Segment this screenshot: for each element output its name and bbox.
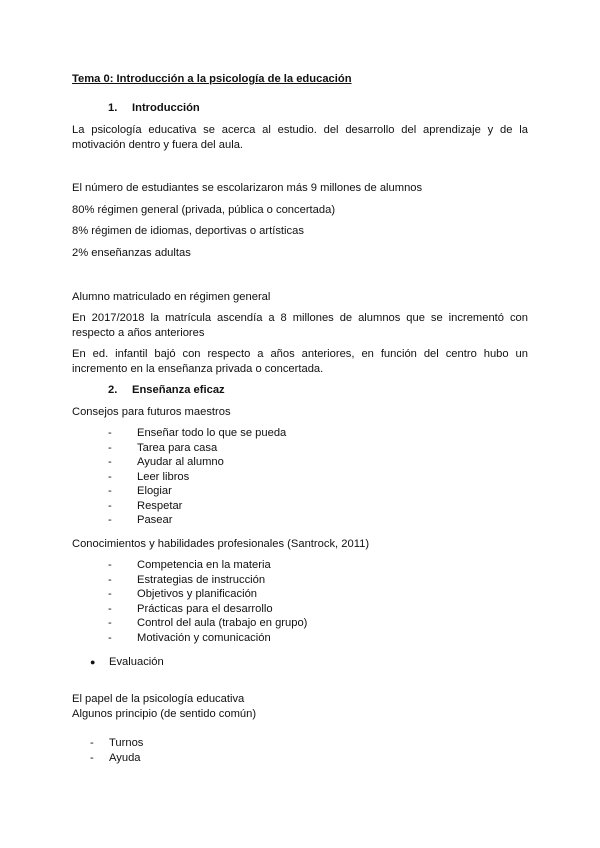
dash-marker: - xyxy=(108,471,112,483)
list-item xyxy=(0,426,600,441)
stat-paragraph-general: 80% régimen general (privada, pública o concertada) xyxy=(72,204,336,216)
list-item-text: Control del aula (trabajo en grupo) xyxy=(137,617,308,629)
list-item-text: Leer libros xyxy=(137,471,190,483)
list-item-text: Tarea para casa xyxy=(137,442,218,454)
list-item-text: Competencia en la materia xyxy=(137,559,271,571)
list-item-text: Objetivos y planificación xyxy=(137,588,258,600)
dash-marker: - xyxy=(108,456,112,468)
section-title: Introducción xyxy=(132,102,200,114)
list-item-text: Estrategias de instrucción xyxy=(137,574,266,586)
list-item xyxy=(0,736,600,751)
section-number: 2. xyxy=(108,384,118,396)
dash-marker: - xyxy=(108,617,112,629)
stat-paragraph-adultas: 2% enseñanzas adultas xyxy=(72,247,191,259)
dash-marker: - xyxy=(108,574,112,586)
dash-marker: - xyxy=(108,632,112,644)
list-item-text: Pasear xyxy=(137,514,173,526)
intro-paragraph: La psicología educativa se acerca al estudio. del desarrollo del aprendizaje y de la motivación dentro y fuera del aula. xyxy=(72,124,528,151)
list-item xyxy=(0,587,600,602)
list-item xyxy=(0,751,600,766)
list-item xyxy=(0,513,600,528)
list-item xyxy=(0,616,600,631)
list-item-text: Motivación y comunicación xyxy=(137,632,271,644)
list-item xyxy=(0,602,600,617)
list-item-text: Prácticas para el desarrollo xyxy=(137,603,273,615)
dash-marker: - xyxy=(108,603,112,615)
list-item xyxy=(0,470,600,485)
students-paragraph: El número de estudiantes se escolarizaron más 9 millones de alumnos xyxy=(72,182,423,194)
dash-marker: - xyxy=(108,559,112,571)
list-item xyxy=(0,558,600,573)
conocimientos-label: Conocimientos y habilidades profesionales (Santrock, 2011) xyxy=(72,538,370,550)
dash-marker: - xyxy=(108,485,112,497)
list-item-text: Evaluación xyxy=(109,656,164,668)
list-item-text: Enseñar todo lo que se pueda xyxy=(137,427,287,439)
dash-marker: - xyxy=(108,514,112,526)
principios-paragraph: Algunos principio (de sentido común) xyxy=(72,708,257,720)
section-title: Enseñanza eficaz xyxy=(132,384,225,396)
list-item-text: Ayudar al alumno xyxy=(137,456,224,468)
alumno-paragraph: Alumno matriculado en régimen general xyxy=(72,291,271,303)
bullet-icon: ● xyxy=(90,657,96,667)
list-item xyxy=(0,484,600,499)
section-number: 1. xyxy=(108,102,118,114)
dash-marker: - xyxy=(90,737,94,749)
matricula-paragraph: En 2017/2018 la matrícula ascendía a 8 millones de alumnos que se incrementó con respecto a años anteriores xyxy=(72,312,528,339)
dash-marker: - xyxy=(108,442,112,454)
dash-marker: - xyxy=(108,500,112,512)
papel-paragraph: El papel de la psicología educativa xyxy=(72,693,245,705)
infantil-paragraph: En ed. infantil bajó con respecto a años anteriores, en función del centro hubo un incremento en la enseñanza privada o concertada. xyxy=(72,348,528,375)
consejos-label: Consejos para futuros maestros xyxy=(72,406,231,418)
dash-marker: - xyxy=(108,588,112,600)
list-item xyxy=(0,573,600,588)
list-item xyxy=(0,455,600,470)
list-item-text: Turnos xyxy=(109,737,144,749)
list-item-text: Respetar xyxy=(137,500,183,512)
list-item xyxy=(0,441,600,456)
list-item-text: Ayuda xyxy=(109,752,141,764)
dash-marker: - xyxy=(90,752,94,764)
document-title: Tema 0: Introducción a la psicología de la educación xyxy=(72,73,352,85)
list-item xyxy=(0,499,600,514)
list-item xyxy=(0,631,600,646)
bullet-list-item xyxy=(0,655,600,670)
dash-marker: - xyxy=(108,427,112,439)
list-item-text: Elogiar xyxy=(137,485,172,497)
stat-paragraph-idiomas: 8% régimen de idiomas, deportivas o artísticas xyxy=(72,225,304,237)
